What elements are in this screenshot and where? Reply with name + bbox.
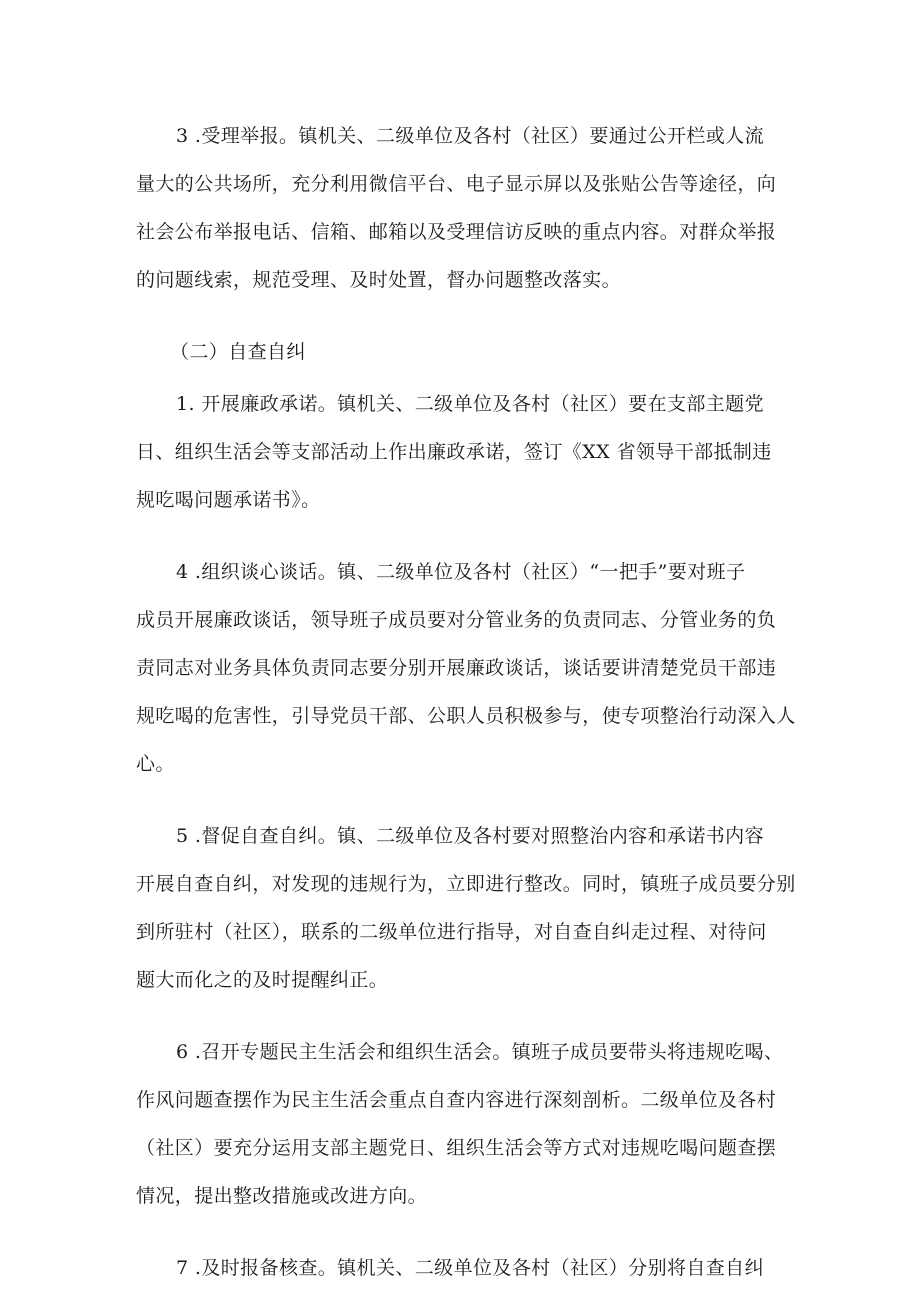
text-line: 到所驻村（社区），联系的二级单位进行指导，对自查自纠走过程、对待问 [136,921,767,943]
text-line: 6 .召开专题民主生活会和组织生活会。镇班子成员要带头将违规吃喝、 [176,1041,784,1063]
text-line: 作风问题查摆作为民主生活会重点自查内容进行深刻剖析。二级单位及各村 [136,1089,777,1111]
paragraph-item-5-supervise-self-correction [136,812,796,1004]
text-line: 1. 开展廉政承诺。镇机关、二级单位及各村（社区）要在支部主题党 [176,393,764,415]
text-line: 7 .及时报备核查。镇机关、二级单位及各村（社区）分别将自查自纠 [176,1257,764,1279]
text-line: 规吃喝问题承诺书》。 [136,489,321,511]
text-line: 3 .受理举报。镇机关、二级单位及各村（社区）要通过公开栏或人流 [176,125,764,147]
text-line: （社区）要充分运用支部主题党日、组织生活会等方式对违规吃喝问题查摆 [136,1137,777,1159]
paragraph-item-4-heart-to-heart-talks [136,548,796,788]
text-line: 责同志对业务具体负责同志要分别开展廉政谈话，谈话要讲清楚党员干部违 [136,657,777,679]
text-line: 情况，提出整改措施或改进方向。 [136,1185,428,1207]
paragraph-item-3-report-handling [136,112,796,304]
section-heading-self-inspection [136,328,796,376]
paragraph-item-1-integrity-pledge [136,380,796,524]
text-line: 4 .组织谈心谈话。镇、二级单位及各村（社区）“一把手”要对班子 [176,561,746,583]
text-line: 题大而化之的及时提醒纠正。 [136,969,389,991]
document-body [136,112,796,1292]
text-line: 社会公布举报电话、信箱、邮箱以及受理信访反映的重点内容。对群众举报 [136,221,777,243]
paragraph-item-7-report-and-verify [136,1244,796,1292]
text-line: 日、组织生活会等支部活动上作出廉政承诺，签订《XX 省领导干部抵制违 [136,441,772,463]
text-line: 规吃喝的危害性，引导党员干部、公职人员积极参与，使专项整治行动深入人 [136,705,796,727]
text-line: 量大的公共场所，充分利用微信平台、电子显示屏以及张贴公告等途径，向 [136,173,777,195]
section-heading-text: （二）自查自纠 [170,341,306,363]
text-line: 5 .督促自查自纠。镇、二级单位及各村要对照整治内容和承诺书内容 [176,825,764,847]
text-line: 成员开展廉政谈话，领导班子成员要对分管业务的负责同志、分管业务的负 [136,609,777,631]
text-line: 心。 [136,753,175,775]
text-line: 的问题线索，规范受理、及时处置，督办问题整改落实。 [136,269,622,291]
paragraph-item-6-democratic-life-meeting [136,1028,796,1220]
text-line: 开展自查自纠，对发现的违规行为，立即进行整改。同时，镇班子成员要分别 [136,873,796,895]
